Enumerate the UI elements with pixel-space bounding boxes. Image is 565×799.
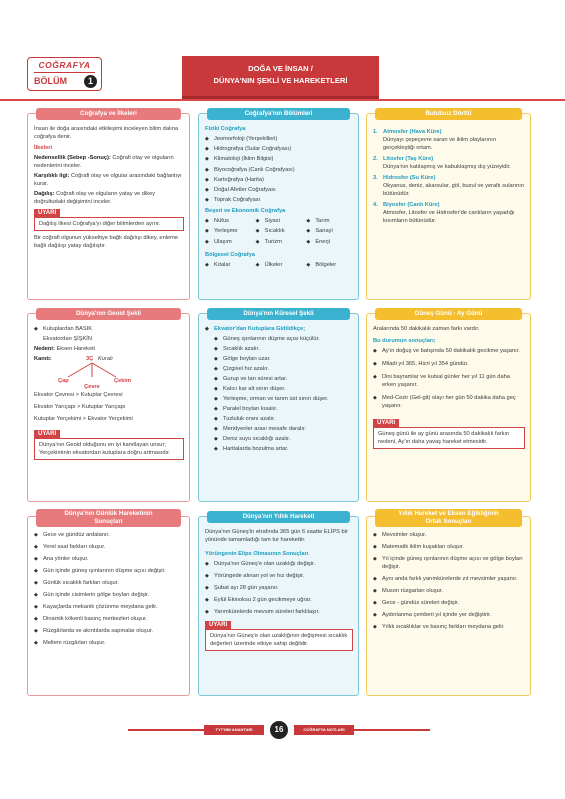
outro-text: Bir coğrafi olgunun yükseltiye bağlı dağılışı dikey, enleme bağlı dağılışı yatay dağılıştır. [34, 235, 179, 249]
list-item: ◆ Mevsimler oluşur. [373, 531, 525, 539]
sphere-title: Atmosfer (Hava Küre) [383, 129, 442, 135]
bulutsuz-dortlu-box [366, 110, 531, 300]
list-item: ◆ Deniz suyu sıcaklığı azalır. [205, 435, 353, 443]
section-heading: İlkeleri [34, 145, 53, 151]
page-number: 16 [270, 721, 288, 739]
logo-divider [34, 72, 95, 73]
list-item: ◆ Hidrografya (Sular Coğrafyası) [205, 145, 353, 153]
list-item: ◆ Gölge boyları uzar. [205, 355, 353, 363]
list-item: ◆ Jeomorfoloji (Yerşekilleri) [205, 135, 353, 143]
fiziki-list [205, 135, 353, 204]
comparison-line: Ekvator Yarıçapı > Kutuplar Yarıçapı [34, 404, 126, 411]
reason-text: Eksen Hareketi [54, 346, 96, 353]
evidence-label: Kanıtı: [34, 356, 52, 363]
list-item: ◆ Gurup ve tan süresi artar. [205, 375, 353, 383]
intro-text: Dünya'nın Güneş'in etrafında 365 gün 6 saatte ELİPS bir yönünde tamamladığı tam tur harekettir. [205, 529, 348, 543]
logo-title: COĞRAFYA [38, 60, 91, 70]
list-item: ◆ Meltem rüzgârları oluşur. [34, 639, 184, 647]
list-item: ◆ Çizgisel hız azalır. [205, 365, 353, 373]
warning-box: Dünya'nın Geoid olduğunu en iyi kanıtlayan unsur; Yerçekiminin ekvatordan kutuplara doğru artmasıdır. [34, 438, 184, 460]
sphere-title: Litosfer (Taş Küre) [383, 156, 434, 162]
list-item: ◆ Nüfus [205, 217, 252, 225]
list-item: ◆ Yıllık sıcaklıklar ve basınç farkları meydana gelir. [373, 623, 525, 631]
list-item: ◆ Güneş ışınlarının düşme açısı küçülür. [205, 335, 353, 343]
list-item-continued: Ekvatordan ŞİŞKİN [43, 336, 92, 343]
list-item: ◆ Günlük sıcaklık farkları oluşur. [34, 579, 184, 587]
list-item: ◆ Dünya'nın Güneş'e olan uzaklığı değişir. [205, 560, 353, 568]
list-item: ◆ Klimatoloji (İklim Bilgisi) [205, 155, 353, 163]
header-divider [0, 99, 565, 101]
geoid-sekli-box [27, 310, 190, 502]
list-item: ◆ Gece - gündüz süreleri değişir. [373, 599, 525, 607]
warning-box: Dağılış ilkesi Coğrafya'yı diğer bilimlerden ayırır. [34, 217, 184, 231]
sphere-number: 2. [373, 156, 378, 162]
principle-item [34, 190, 184, 206]
list-item: ◆ Haritalarda bozulma artar. [205, 445, 353, 453]
box-title-line: Ortak Sonuçları [425, 518, 472, 525]
principle-label: Dağılış: [34, 191, 55, 197]
box-title: Dünya'nın Geoid Şekli [36, 308, 181, 320]
list-item: ◆ Kalıcı kar alt sınırı düşer. [205, 385, 353, 393]
section-heading: Fiziki Coğrafya [205, 126, 246, 132]
list-item: ◆ Tarım [306, 217, 353, 225]
box-title: Coğrafya ve İlkeleri [36, 108, 181, 120]
intro-text: Aralarında 50 dakikalık zaman farkı vardır. [373, 326, 480, 332]
comparison-line: Kutuplar Yerçekimi > Ekvator Yerçekimi [34, 416, 133, 423]
sphere-title: Hidrosfer (Su Küre) [383, 175, 436, 181]
branch-label: Çap [58, 378, 69, 385]
warning-box: Güneş günü ile ay günü arasında 50 dakikalık farkın nedeni, Ay'ın daha yavaş hareket etmesidir. [373, 427, 525, 449]
list-item: ◆ Aynı anda farklı yarımkürelerde zıt mevsimler yaşanır. [373, 575, 525, 583]
sphere-number: 3. [373, 175, 378, 181]
box-title-line: Yıllık Hareket ve Eksen Eğikliğinin [398, 510, 499, 517]
list-item: ◆ Gün içinde güneş ışınlarının düşme açısı değişir. [34, 567, 184, 575]
logo-section-label: BÖLÜM [34, 76, 67, 86]
reason-line [34, 345, 184, 353]
list-item: ◆ Bölgeler [306, 261, 353, 269]
principle-label: Nedensellik (Sebep -Sonuç): [34, 155, 111, 161]
list-item: ◆ Kartoğrafya (Harita) [205, 176, 353, 184]
list-item: ◆ Sıcaklık [256, 227, 303, 235]
list-item: ◆ Dini bayramlar ve kutsal günler her yıl 11 gün daha erken yaşanır. [373, 373, 525, 389]
warning-tag: UYARI [34, 430, 60, 438]
list-item: ◆ Ulaşım [205, 238, 252, 246]
warning-box: Dünya'nın Güneş'e olan uzaklığının değişmesi sıcaklık değerleri üzerinde etkiye sahip değildir. [205, 629, 353, 651]
sphere-number: 1. [373, 129, 378, 135]
box-title [36, 509, 181, 527]
intro-text: İnsan ile doğa arasındaki etkileşimi inceleyen bilim dalına coğrafya denir. [34, 126, 179, 140]
principle-item [34, 154, 184, 170]
list-item: ◆ Yıl içinde güneş ışınlarının düşme açısı ve gölge boyları değişir. [373, 555, 525, 571]
list-item: ◆ Sanayi [306, 227, 353, 235]
list-item: ◆ Doğal Afetler Coğrafyası [205, 186, 353, 194]
list-item: ◆ Turizm [256, 238, 303, 246]
list-item: ◆ Aydınlanma çemberi yıl içinde yer değiştirir. [373, 611, 525, 619]
section-heading: Beşeri ve Ekonomik Coğrafya [205, 208, 286, 215]
section-heading: Bu durumun sonuçları; [373, 338, 436, 344]
gunes-ay-gunu-box [366, 310, 531, 502]
sphere-heading [373, 174, 525, 182]
sphere-description: Dünyayı çepeçevre saran ve iklim olaylarının gerçekleştiği ortam. [383, 137, 496, 151]
list-item: ◆ Tuzluluk oranı azalır. [205, 415, 353, 423]
list-item: ◆ Yörüngede alınan yol ve hız değişir. [205, 572, 353, 580]
box-title: Dünya'nın Yıllık Hareketi [207, 511, 350, 523]
warning-tag: UYARI [34, 209, 60, 217]
sphere-number: 4. [373, 202, 378, 208]
sphere-heading [373, 201, 525, 209]
sphere-title: Biyosfer (Canlı Küre) [383, 202, 440, 208]
box-title: Coğrafya'nın Bölümleri [207, 108, 350, 120]
logo-box [27, 57, 102, 91]
beseri-list [205, 217, 353, 248]
list-item: ◆ Ana yönler oluşur. [34, 555, 184, 563]
list-item: ◆ Yerleşme [205, 227, 252, 235]
coğrafya-ilkeleri-box [27, 110, 190, 300]
list-item: ◆ Yerleşme, orman ve tarım üst sınırı düşer. [205, 395, 353, 403]
list-item: ◆ Siyasi [256, 217, 303, 225]
list-item: ◆ Ay'ın doğuş ve batışında 50 dakikalık gecikme yaşanır. [373, 347, 525, 355]
box-title: Güneş Günü - Ay Günü [375, 308, 522, 320]
footer-left-label: TYT'NİN ANAHTARI [204, 725, 264, 735]
comparison-line: Ekvator Çevresi > Kutuplar Çevresi [34, 392, 123, 399]
list-item: ◆ Rüzgârlarda ve akıntılarda sapmalar oluşur. [34, 627, 184, 635]
list-item: ◆ Biyocoğrafya (Canlı Coğrafyası) [205, 166, 353, 174]
evidence-diagram [34, 355, 184, 391]
footer-right-label: COĞRAFYA NOTLARI [294, 725, 354, 735]
evidence-center: 3Ç [86, 356, 94, 363]
list-item: ◆ Kıtalar [205, 261, 252, 269]
principle-label: Karşılıklı ilgi: [34, 173, 70, 179]
list-item: ◆ Paralel boyları kısalır. [205, 405, 353, 413]
footer-rule-right [350, 729, 430, 731]
sphere-description: Atmosfer, Litosfer ve Hidrosfer'de canlıların yaşadığı kısımların bütünüdür. [383, 210, 515, 224]
yillik-hareket-box [198, 513, 359, 696]
principle-text: Coğrafi olay ve olgular arasındaki bağlantıyı kurar. [34, 173, 182, 187]
list-item: ◆ Yarımkürelerde mevsim süreleri farklılaşır. [205, 608, 353, 616]
box-title-line: Dünya'nın Günlük Hareketinin [64, 510, 153, 517]
list-item: ◆ Şubat ayı 28 gün yaşanır. [205, 584, 353, 592]
list-item: ◆ Gün içinde cisimlerin gölge boyları değişir. [34, 591, 184, 599]
list-item: ◆ Toprak Coğrafyası [205, 196, 353, 204]
evidence-rule: Kuralı [98, 356, 113, 363]
list-heading: ◆ Ekvator'dan Kutuplara Gidildikçe; [205, 325, 353, 333]
section-heading: Bölgesel Coğrafya [205, 251, 255, 258]
list-item: ◆ Sıcaklık azalır. [205, 345, 353, 353]
box-title-line: Sonuçları [94, 518, 123, 525]
box-title: Bulutsuz Dörtlü [375, 108, 522, 120]
warning-tag: UYARI [205, 621, 231, 629]
sphere-heading [373, 128, 525, 136]
list-item: ◆ Ülkeler [256, 261, 303, 269]
list-item: ◆ Kayaçlarda mekanik çözünme meydana gelir. [34, 603, 184, 611]
list-item: ◆ Miladi yıl 365, Hicri yıl 354 gündür. [373, 360, 525, 368]
list-item: ◆ Eylül Ekinoksu 2 gün gecikmeye uğrar. [205, 596, 353, 604]
list-item: ◆ Kutuplardan BASIK [34, 325, 184, 333]
sphere-description: Okyanus, deniz, akarsular, göl, buzul ve yeraltı sularının bütünüdür. [383, 183, 524, 197]
kuresel-sekil-box [198, 310, 359, 502]
warning-tag: UYARI [373, 419, 399, 427]
principle-item [34, 172, 184, 188]
page-title-banner [182, 56, 379, 96]
list-item: ◆ Muson rüzgarları oluşur. [373, 587, 525, 595]
list-item: ◆ Yerel saat farkları oluşur. [34, 543, 184, 551]
list-item: ◆ Matematik iklim kuşakları oluşur. [373, 543, 525, 551]
reason-label: Nedeni: [34, 346, 55, 353]
page-title-line2: DÜNYA'NIN ŞEKLİ VE HAREKETLERİ [213, 76, 348, 85]
box-title: Dünya'nın Küresel Şekli [207, 308, 350, 320]
ortak-sonuclar-box [366, 510, 531, 696]
box-title [375, 509, 522, 527]
branch-label: Çekim [114, 378, 132, 385]
gunluk-hareket-box [27, 510, 190, 696]
list-item: ◆ Gece ve gündüz ardalanır. [34, 531, 184, 539]
section-heading: Yörüngenin Elips Olmasının Sonuçları [205, 551, 309, 557]
coğrafya-bolumleri-box [198, 110, 359, 300]
section-number-badge: 1 [84, 75, 97, 88]
sphere-description: Dünya'nın katılaşmış ve kabuklaşmış dış yüzeyidir. [383, 164, 511, 170]
list-item: ◆ Meridyenler arası mesafe daralır. [205, 425, 353, 433]
list-item: ◆ Enerji [306, 238, 353, 246]
principle-text: Coğrafi olay ve olguların yatay ve dikey doğrultudaki değişimini inceler. [34, 191, 156, 205]
sphere-heading [373, 155, 525, 163]
list-item: ◆ Med-Cezir (Gel-git) olayı her gün 50 dakika daha geç yaşanır. [373, 394, 525, 410]
list-item: ◆ Dinamik kökenli basınç merkezleri oluşur. [34, 615, 184, 623]
principle-text: Coğrafi olay ve olguların nedenlerini inceler. [34, 155, 174, 169]
footer-rule-left [128, 729, 208, 731]
bolgesel-list [205, 261, 353, 271]
page-title-line1: DOĞA VE İNSAN / [248, 64, 313, 73]
branch-label: Çevre [84, 384, 100, 391]
